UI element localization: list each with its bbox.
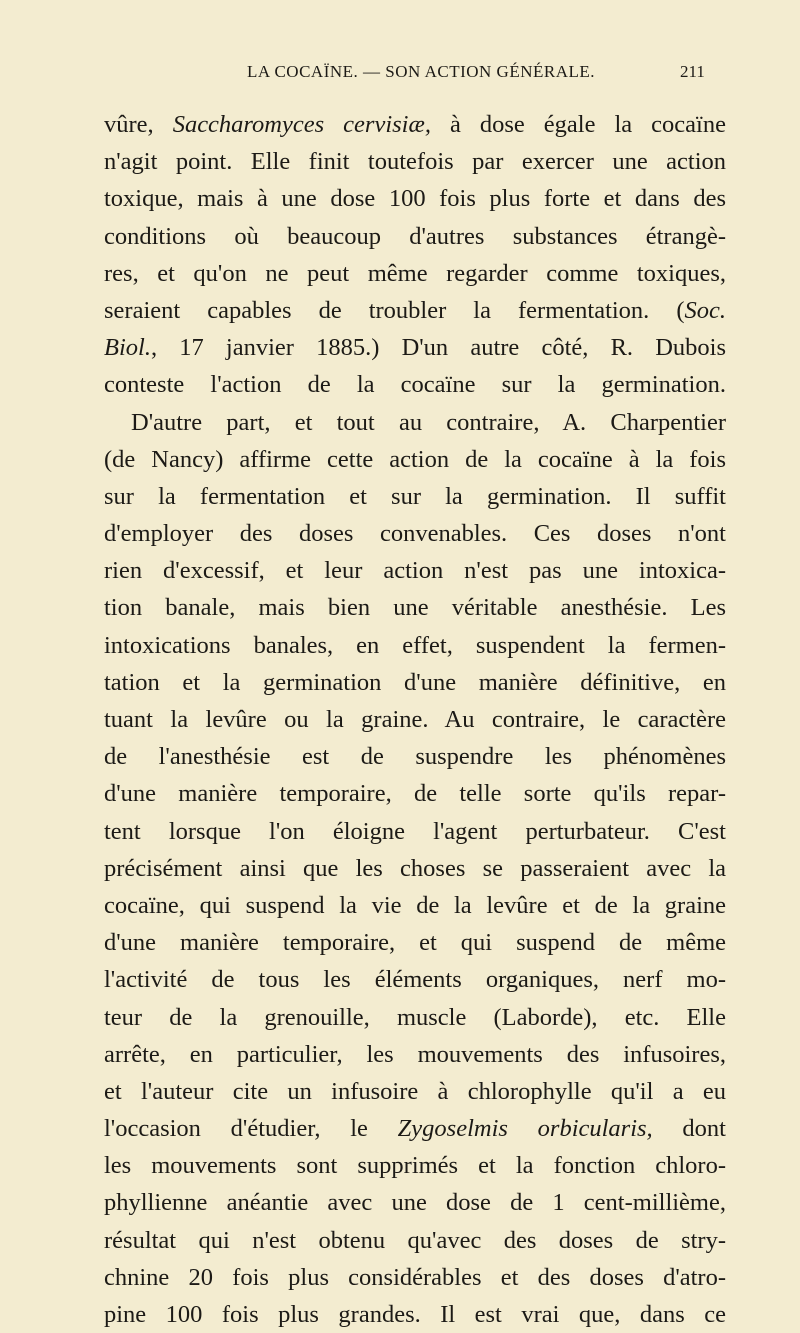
text-run: d'une manière temporaire, de telle sorte qu'ils repar- (104, 780, 726, 808)
text-run: n'agit point. Elle finit toutefois par exercer une action (104, 148, 726, 176)
running-title: LA COCAÏNE. — SON ACTION GÉNÉRALE. (247, 62, 596, 81)
text-line (104, 775, 726, 812)
text-run: chnine 20 fois plus considérables et des doses d'atro- (104, 1263, 726, 1291)
text-run: d'une manière temporaire, et qui suspend de même (104, 929, 726, 957)
text-run: rien d'excessif, et leur action n'est pas une intoxica- (104, 557, 726, 585)
text-run: toxique, mais à une dose 100 fois plus forte et dans des (104, 185, 726, 213)
text-line (104, 627, 726, 664)
text-run: , 17 janvier 1885.) D'un autre côté, R. Dubois (150, 334, 726, 362)
text-line (104, 366, 726, 403)
text-line (104, 255, 726, 292)
text-line (104, 1110, 726, 1147)
text-line (104, 887, 726, 924)
text-run: conditions où beaucoup d'autres substances étrangè- (104, 222, 726, 250)
text-line (104, 1259, 726, 1296)
text-run: sur la fermentation et sur la germination. Il suffit (104, 482, 726, 510)
text-run: teur de la grenouille, muscle (Laborde), etc. Elle (104, 1003, 726, 1031)
text-line (104, 1184, 726, 1221)
page-number: 211 (680, 62, 705, 81)
text-run: tuant la levûre ou la graine. Au contraire, le caractère (104, 706, 726, 733)
text-run: arrête, en particulier, les mouvements des infusoires, (104, 1040, 726, 1068)
text-line (104, 999, 726, 1036)
text-run: précisément ainsi que les choses se passeraient avec la (104, 854, 726, 882)
text-line (104, 180, 726, 217)
text-line (104, 924, 726, 961)
text-run: résultat qui n'est obtenu qu'avec des doses de stry- (104, 1226, 726, 1254)
text-line (104, 850, 726, 887)
text-run: tent lorsque l'on éloigne l'agent perturbateur. C'est (104, 817, 726, 845)
text-line (104, 1296, 726, 1333)
text-line (104, 292, 726, 329)
text-line (104, 329, 726, 366)
text-run: pine 100 fois plus grandes. Il est vrai que, dans ce (104, 1301, 726, 1328)
italic-run: Zygoselmis orbicularis, (397, 1115, 653, 1143)
text-run: d'employer des doses convenables. Ces doses n'ont (104, 520, 726, 548)
text-run: D'autre part, et tout au contraire, A. Charpentier (131, 408, 726, 436)
text-run: res, et qu'on ne peut même regarder comme toxiques, (104, 259, 726, 287)
text-run: vûre, (104, 111, 173, 138)
running-head (100, 30, 705, 81)
text-run: conteste l'action de la cocaïne sur la germination. (104, 371, 726, 399)
text-line (104, 738, 726, 775)
text-run: à dose égale la cocaïne (430, 111, 726, 138)
text-run: l'activité de tous les éléments organiques, nerf mo- (104, 966, 726, 994)
text-line (104, 404, 726, 441)
text-run: de l'anesthésie est de suspendre les phénomènes (104, 743, 726, 771)
text-line (104, 1222, 726, 1259)
text-run: seraient capables de troubler la fermentation. ( (104, 296, 685, 324)
italic-run: Saccharomyces cervisiæ, (172, 111, 431, 138)
text-run: cocaïne, qui suspend la vie de la levûre et de la graine (104, 891, 726, 919)
text-run: (de Nancy) affirme cette action de la cocaïne à la fois (104, 445, 726, 473)
text-line (104, 701, 726, 738)
text-line (104, 1147, 726, 1184)
text-line (104, 664, 726, 701)
text-run: les mouvements sont supprimés et la fonction chloro- (104, 1152, 726, 1180)
text-line (104, 441, 726, 478)
text-line (104, 143, 726, 180)
text-run: intoxications banales, en effet, suspendent la fermen- (104, 631, 726, 659)
text-run: phyllienne anéantie avec une dose de 1 cent-millième, (104, 1189, 726, 1217)
text-run: l'occasion d'étudier, le (104, 1115, 398, 1143)
text-run: tion banale, mais bien une véritable anesthésie. Les (104, 594, 726, 622)
text-line (104, 106, 726, 143)
text-line (104, 961, 726, 998)
text-run: dont (652, 1115, 726, 1143)
text-line (104, 1036, 726, 1073)
text-line (104, 552, 726, 589)
italic-run: Soc. (684, 296, 726, 324)
body-text (104, 106, 726, 1333)
italic-run: Biol. (104, 334, 151, 362)
text-line (104, 589, 726, 626)
text-run: tation et la germination d'une manière définitive, en (104, 668, 726, 696)
text-line (104, 218, 726, 255)
text-run: et l'auteur cite un infusoire à chlorophylle qu'il a eu (104, 1077, 726, 1105)
text-line (104, 515, 726, 552)
text-line (104, 1073, 726, 1110)
text-line (104, 478, 726, 515)
text-line (104, 813, 726, 850)
